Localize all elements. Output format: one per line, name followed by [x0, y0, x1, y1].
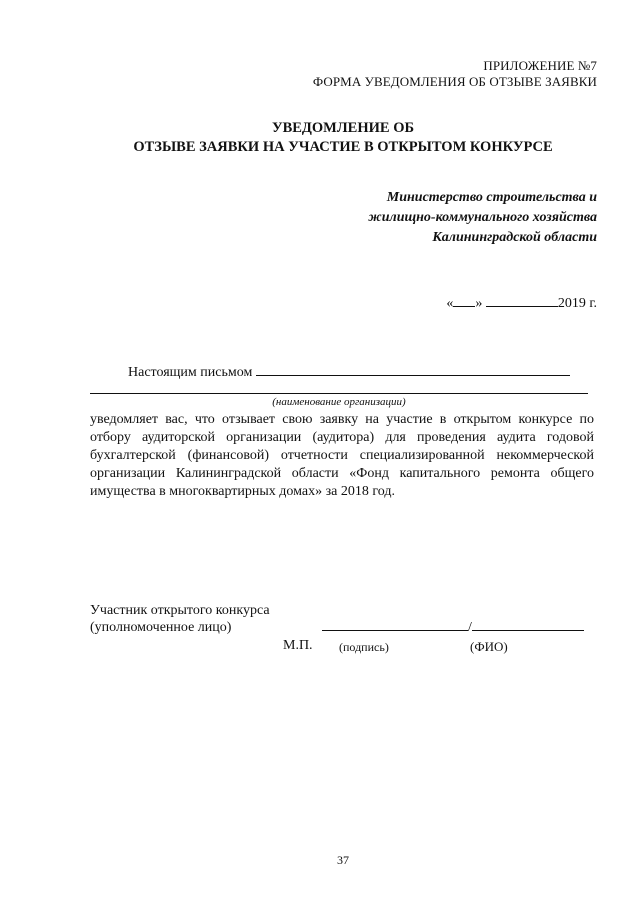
- letter-intro-text: Настоящим письмом: [128, 365, 253, 380]
- org-name-blank-second: [90, 393, 588, 394]
- letter-body: уведомляет вас, что отзывает свою заявку на участие в открытом конкурсе по отбору аудиторской организации (аудитора) для проведения аудита годовой бухгалтерской (финансовой) отчетности специализированной некоммерческой организации Калининградской области «Фонд капитального ремонта общего имущества в многоквартирных домах» за 2018 год.: [90, 412, 594, 499]
- signature-separator: /: [468, 620, 472, 635]
- annex-number: ПРИЛОЖЕНИЕ №7: [483, 58, 597, 73]
- date-line: [446, 293, 597, 313]
- annex-form-name: ФОРМА УВЕДОМЛЕНИЯ ОБ ОТЗЫВЕ ЗАЯВКИ: [312, 74, 597, 89]
- signature-blank: [322, 617, 468, 631]
- addressee-line-3: Калининградской области: [432, 230, 597, 245]
- stamp-place: М.П.: [283, 638, 313, 653]
- addressee-line-2: жилищно-коммунального хозяйства: [368, 210, 597, 225]
- letter-intro-line: [128, 362, 570, 382]
- signer-line-1: Участник открытого конкурса: [90, 603, 270, 618]
- month-blank: [486, 293, 558, 307]
- title-line-2: ОТЗЫВЕ ЗАЯВКИ НА УЧАСТИЕ В ОТКРЫТОМ КОНКУРСЕ: [133, 139, 553, 155]
- signature-lines: [322, 617, 584, 636]
- addressee-block: [368, 188, 597, 248]
- day-blank: [453, 293, 475, 307]
- title-line-1: УВЕДОМЛЕНИЕ ОБ: [271, 120, 415, 136]
- fio-caption: (ФИО): [470, 639, 508, 654]
- org-name-blank-first: [256, 362, 570, 376]
- annex-header: [313, 58, 597, 90]
- page-number: 37: [337, 853, 349, 867]
- date-open-quote: «: [446, 296, 454, 311]
- signer-label: [90, 602, 270, 636]
- signer-line-2: (уполномоченное лицо): [90, 620, 232, 635]
- document-title: [0, 119, 640, 157]
- addressee-line-1: Министерство строительства и: [386, 190, 597, 205]
- fio-blank: [472, 617, 584, 631]
- signature-caption: (подпись): [339, 640, 389, 654]
- date-close-quote: »: [475, 296, 483, 311]
- org-name-caption: (наименование организации): [272, 396, 406, 408]
- date-year: 2019 г.: [557, 296, 597, 311]
